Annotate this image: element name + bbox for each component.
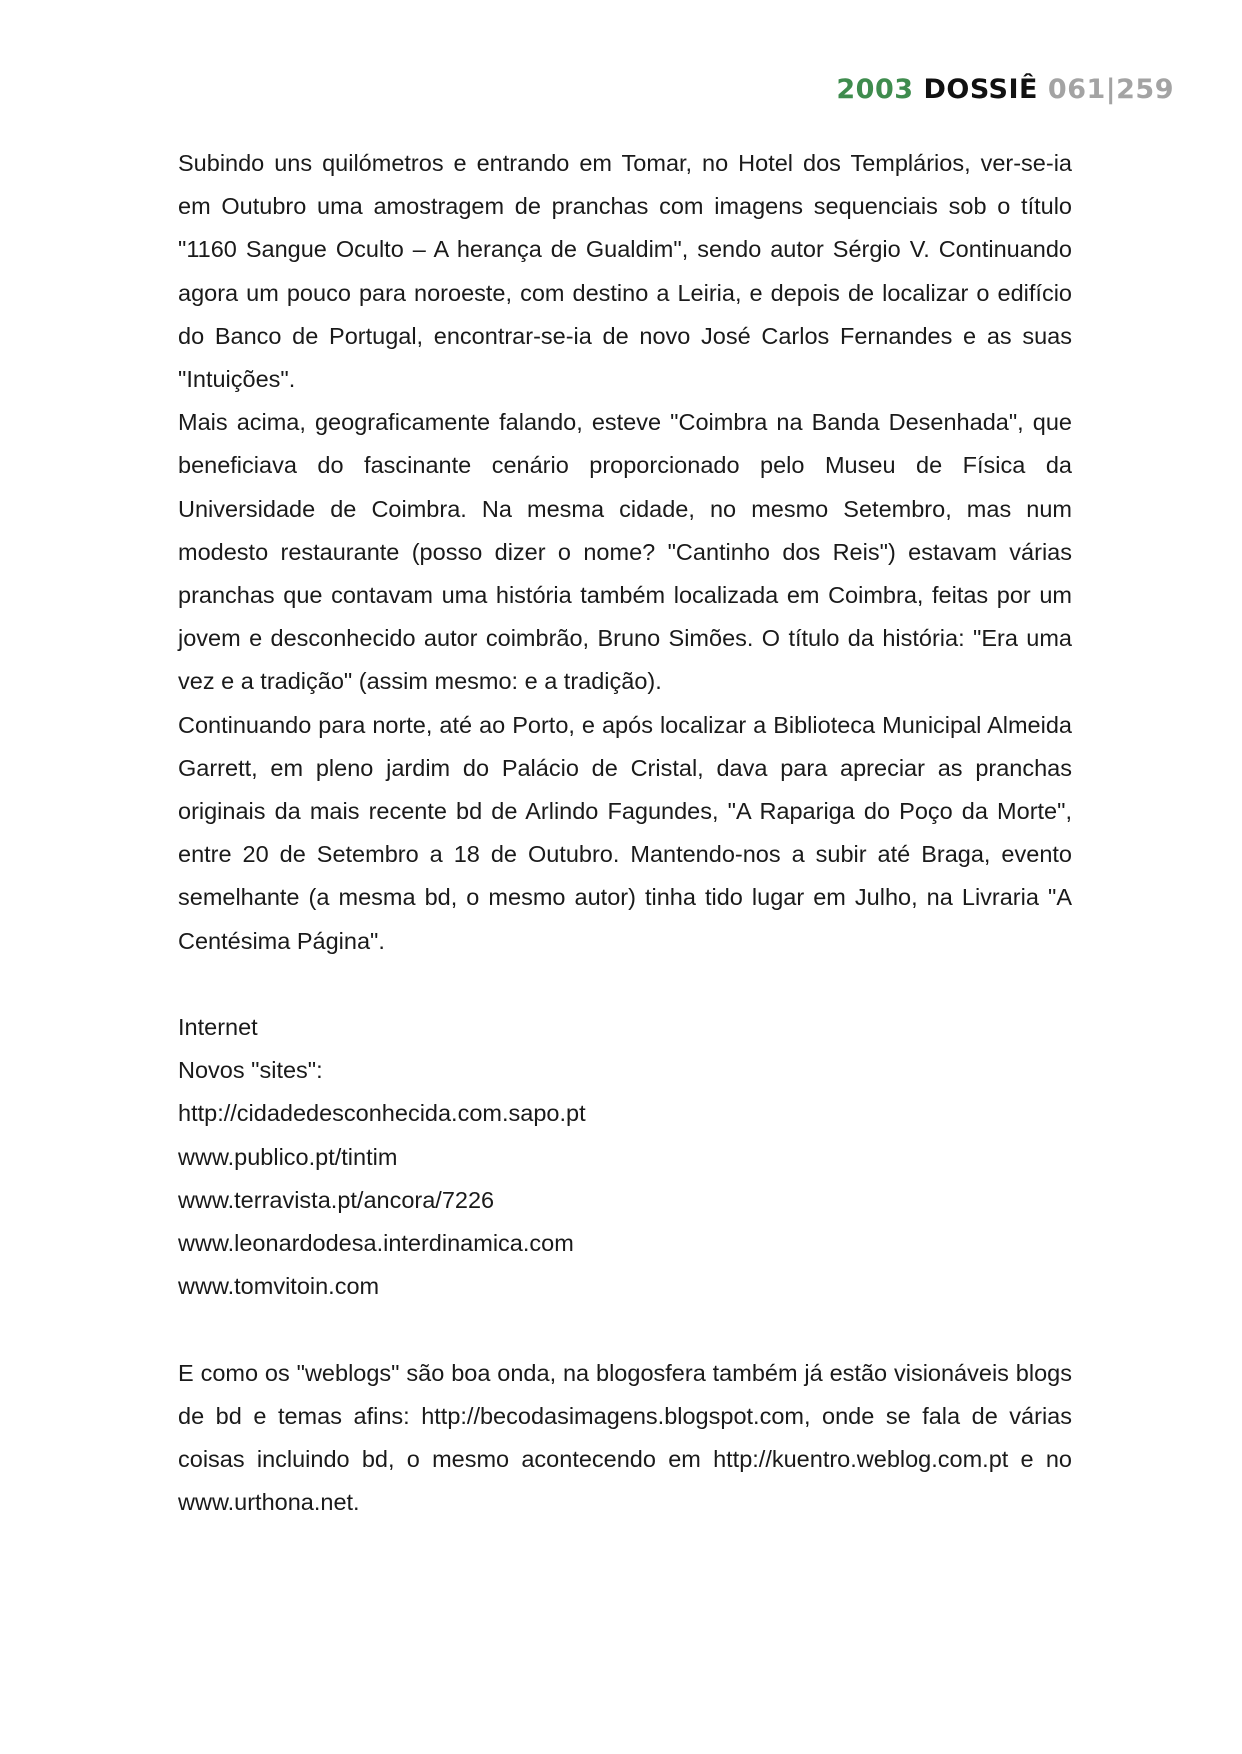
site-link[interactable]: www.publico.pt/tintim	[178, 1143, 398, 1170]
internet-heading: Internet	[178, 1014, 258, 1041]
header-title: DOSSIÊ	[923, 74, 1038, 105]
site-link[interactable]: http://cidadedesconhecida.com.sapo.pt	[178, 1100, 586, 1127]
article-body	[178, 142, 1072, 1524]
site-link[interactable]: www.tomvitoin.com	[178, 1273, 380, 1300]
header-page-numbers: 061|259	[1047, 74, 1174, 105]
header-year: 2003	[836, 74, 914, 105]
page-header	[836, 74, 1174, 105]
site-link[interactable]: www.leonardodesa.interdinamica.com	[178, 1230, 574, 1257]
paragraph-coimbra: Mais acima, geograficamente falando, esteve "Coimbra na Banda Desenhada", que beneficiava do fascinante cenário proporcionado pelo Museu de Física da Universidade de Coimbra. Na mesma cidade, no mesmo Setembro, mas num modesto restaurante (posso dizer o nome? "Cantinho dos Reis") estavam várias pranchas que contavam uma história também localizada em Coimbra, feitas por um jovem e desconhecido autor coimbrão, Bruno Simões. O título da história: "Era uma vez e a tradição" (assim mesmo: e a tradição).	[178, 409, 1072, 695]
site-link[interactable]: www.terravista.pt/ancora/7226	[178, 1186, 495, 1213]
paragraph-tomar-leiria: Subindo uns quilómetros e entrando em Tomar, no Hotel dos Templários, ver-se-ia em Outubro uma amostragem de pranchas com imagens sequenciais sob o título "1160 Sangue Oculto – A herança de Gualdim", sendo autor Sérgio V. Continuando agora um pouco para noroeste, com destino a Leiria, e depois de localizar o edifício do Banco de Portugal, encontrar-se-ia de novo José Carlos Fernandes e as suas "Intuições".	[178, 150, 1072, 393]
internet-subheading: Novos "sites":	[178, 1057, 323, 1084]
paragraph-porto-braga: Continuando para norte, até ao Porto, e após localizar a Biblioteca Municipal Almeida Garrett, em pleno jardim do Palácio de Cristal, dava para apreciar as pranchas originais da mais recente bd de Arlindo Fagundes, "A Rapariga do Poço da Morte", entre 20 de Setembro a 18 de Outubro. Mantendo-nos a subir até Braga, evento semelhante (a mesma bd, o mesmo autor) tinha tido lugar em Julho, na Livraria "A Centésima Página".	[178, 711, 1072, 954]
paragraph-weblogs: E como os "weblogs" são boa onda, na blogosfera também já estão visionáveis blogs de bd e temas afins: http://becodasimagens.blogspot.com, onde se fala de várias coisas incluindo bd, o mesmo acontecendo em http://kuentro.weblog.com.pt e no www.urthona.net.	[178, 1359, 1072, 1516]
spacer	[178, 1308, 1072, 1351]
spacer	[178, 963, 1072, 1006]
